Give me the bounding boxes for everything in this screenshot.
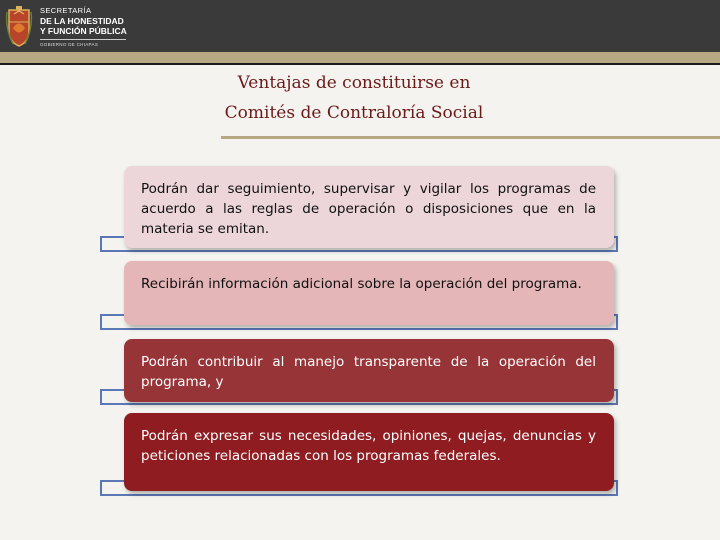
logo-line-1: SECRETARÍA [40,6,92,15]
header-divider [0,63,720,65]
logo-divider [40,39,126,40]
list-item: Podrán dar seguimiento, supervisar y vigilar los programas de acuerdo a las reglas de operación o disposiciones que en la materia se emitan. [124,166,614,248]
coat-of-arms-icon [5,4,33,48]
header-gold-strip [0,52,720,63]
title-line-2: Comités de Contraloría Social [224,103,484,123]
list-item: Recibirán información adicional sobre la operación del programa. [124,261,614,325]
logo-line-2: DE LA HONESTIDAD [40,15,124,26]
secretaria-logo-text [40,7,127,47]
header-bar [0,0,720,52]
list-item: Podrán contribuir al manejo transparente de la operación del programa, y [124,339,614,402]
logo-line-3: Y FUNCIÓN PÚBLICA [40,26,127,36]
title-underline [221,136,720,139]
logo-line-4: GOBIERNO DE CHIAPAS [40,41,99,47]
list-item: Podrán expresar sus necesidades, opiniones, quejas, denuncias y peticiones relacionadas con los programas federales. [124,413,614,491]
title-line-1: Ventajas de constituirse en [237,73,471,93]
page-title [0,68,708,128]
